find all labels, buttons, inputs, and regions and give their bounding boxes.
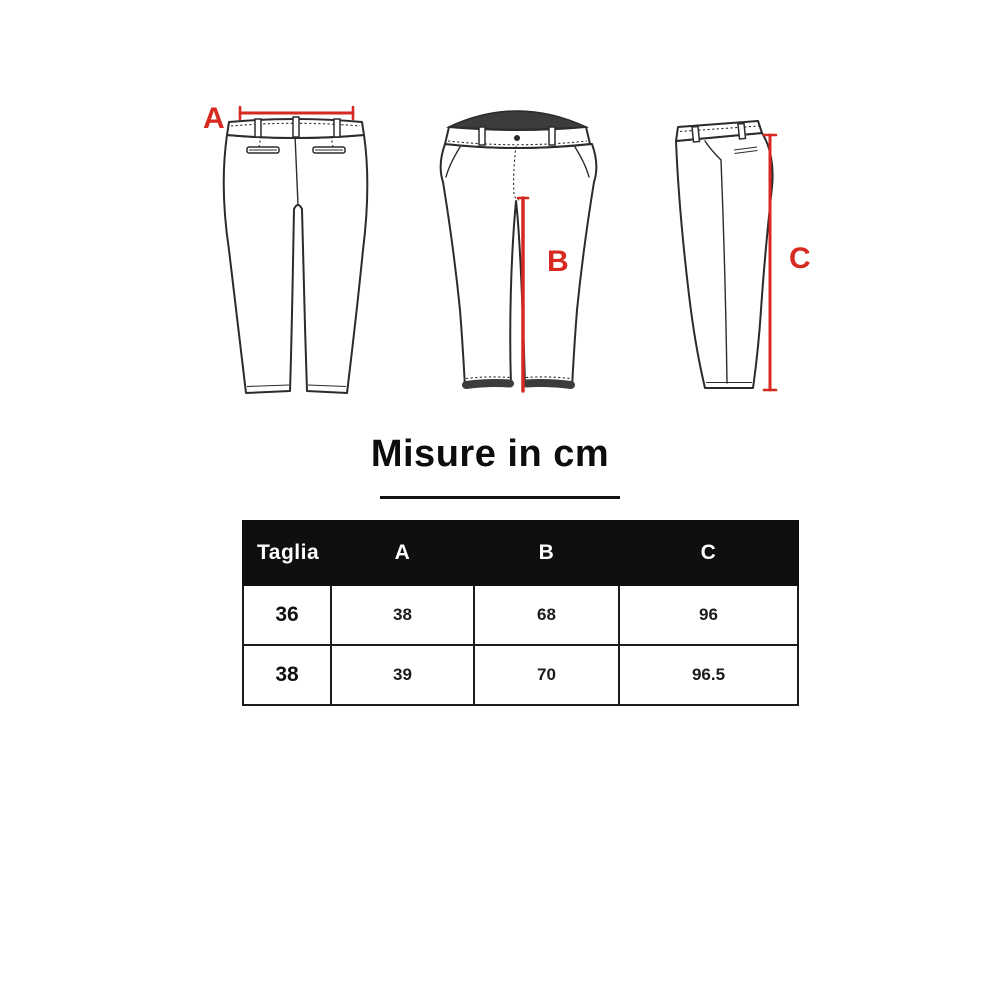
cell-a: 39 bbox=[331, 645, 474, 705]
measure-label-b: B bbox=[547, 245, 569, 278]
col-header-a: A bbox=[331, 521, 474, 585]
waistband-inner bbox=[449, 111, 586, 130]
cell-a: 38 bbox=[331, 585, 474, 645]
belt-loop bbox=[738, 124, 746, 140]
waist-button bbox=[514, 135, 520, 141]
pants-front-view-drawing bbox=[435, 100, 605, 405]
cell-c: 96 bbox=[619, 585, 798, 645]
cell-b: 70 bbox=[474, 645, 619, 705]
table-header-row bbox=[243, 521, 798, 585]
col-header-c: C bbox=[619, 521, 798, 585]
hem-cuff bbox=[526, 383, 571, 385]
col-header-b: B bbox=[474, 521, 619, 585]
size-table bbox=[242, 520, 799, 706]
pants-side-view-drawing bbox=[660, 105, 825, 405]
pants-back-view-drawing bbox=[195, 95, 375, 410]
title-underline bbox=[380, 496, 620, 499]
belt-loop bbox=[293, 117, 299, 137]
cell-b: 68 bbox=[474, 585, 619, 645]
col-header-taglia: Taglia bbox=[243, 521, 331, 585]
cell-c: 96.5 bbox=[619, 645, 798, 705]
belt-loop bbox=[334, 119, 340, 137]
table-row bbox=[243, 585, 798, 645]
belt-loop bbox=[549, 127, 555, 145]
hem-cuff bbox=[466, 383, 510, 385]
belt-loop bbox=[479, 127, 485, 145]
belt-loop bbox=[255, 119, 261, 137]
cell-taglia: 36 bbox=[243, 585, 331, 645]
table-row bbox=[243, 645, 798, 705]
page-title: Misure in cm bbox=[370, 433, 610, 475]
cell-taglia: 38 bbox=[243, 645, 331, 705]
measure-label-a: A bbox=[203, 102, 225, 135]
measure-label-c: C bbox=[789, 242, 811, 275]
belt-loop bbox=[692, 127, 700, 143]
